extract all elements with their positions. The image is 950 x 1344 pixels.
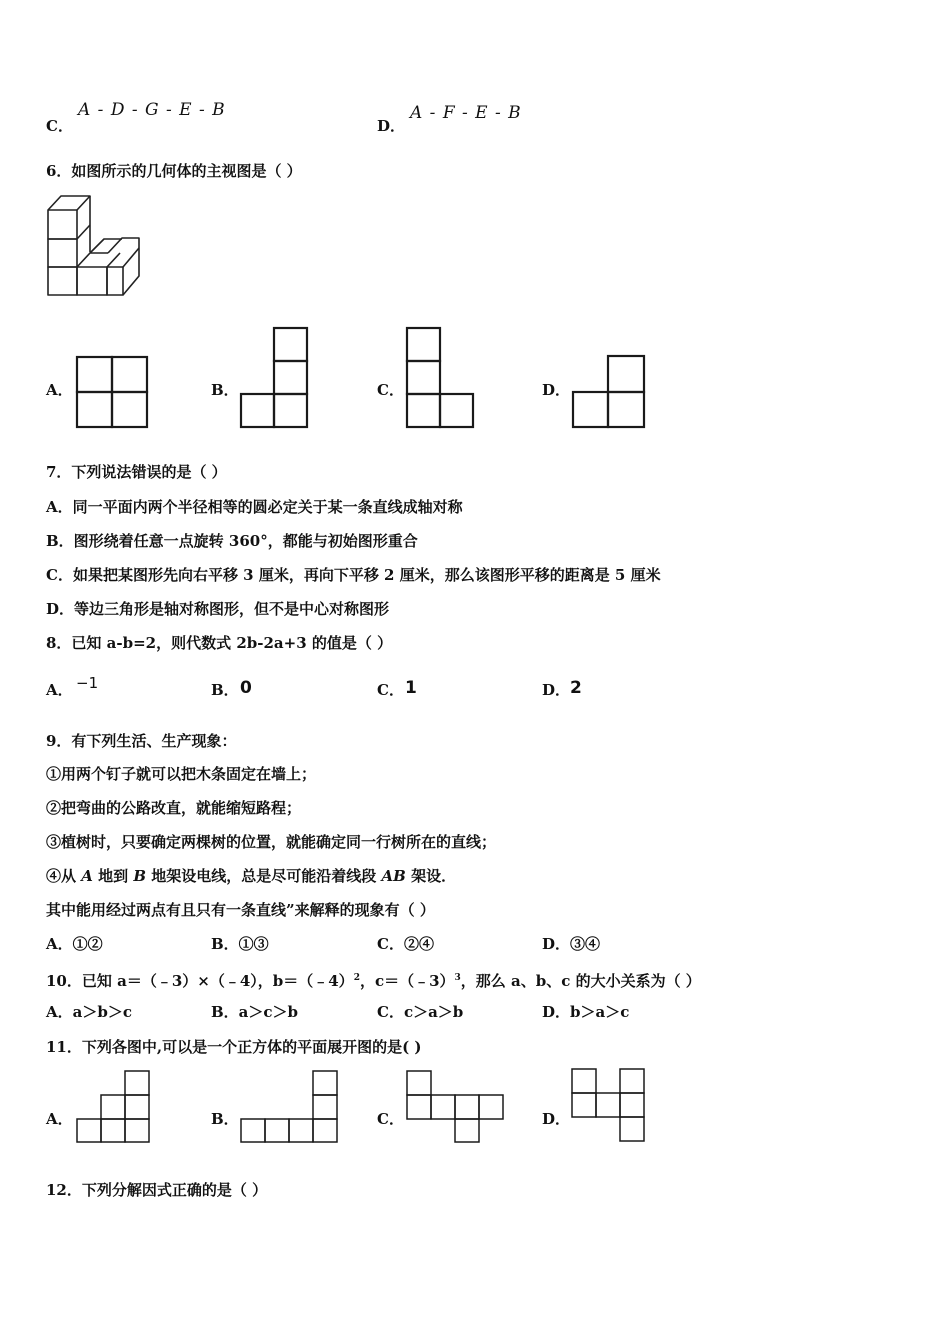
q11-option-c-net [406, 1070, 506, 1144]
q9-item-4-pre: ④从 [46, 867, 77, 885]
q5-option-d-label: D． [377, 117, 406, 135]
q10-stem [46, 968, 701, 991]
q9-item-4-point-a: A [81, 867, 93, 885]
q9-question: 其中能用经过两点有且只有一条直线”来解释的现象有（ ） [46, 901, 435, 919]
q11-option-c-label: C． [377, 1110, 404, 1128]
q8-option-d-value: 2 [570, 678, 582, 698]
q9-item-4-post: 架设． [411, 867, 457, 885]
q9-item-4-segment-ab: AB [381, 867, 406, 885]
q6-solid-figure [46, 192, 142, 298]
q10-exponent-2: 3 [454, 973, 461, 983]
q10-option-a: A．a＞b＞c [46, 1003, 132, 1021]
q7-stem: 7．下列说法错误的是（ ） [46, 463, 227, 481]
q6-option-a-figure [76, 356, 148, 428]
q7-option-b: B．图形绕着任意一点旋转 360°，都能与初始图形重合 [46, 532, 418, 550]
q10-option-d: D．b＞a＞c [542, 1003, 630, 1021]
q11-option-b-label: B． [211, 1110, 239, 1128]
q8-option-c-label: C． [377, 681, 404, 699]
q10-stem-part-2: ，c＝（﹣3） [359, 972, 455, 990]
q9-item-4-point-b: B [133, 867, 147, 885]
q8-option-c-value: 1 [405, 678, 417, 698]
q8-option-a-label: A． [46, 681, 73, 699]
q7-option-d: D．等边三角形是轴对称图形，但不是中心对称图形 [46, 600, 390, 618]
q11-option-a-label: A． [46, 1110, 73, 1128]
q6-option-b-label: B． [211, 381, 239, 399]
q10-exponent-1: 2 [353, 973, 360, 983]
q9-option-b: B．①③ [211, 935, 269, 953]
q9-item-1: ①用两个钉子就可以把木条固定在墙上； [46, 765, 317, 783]
q11-option-a-net [76, 1070, 152, 1144]
q5-option-c-label: C． [46, 117, 73, 135]
q10-stem-part-1: 10．已知 a＝（﹣3）×（﹣4），b＝（﹣4） [46, 972, 354, 990]
q10-option-c: C．c＞a＞b [377, 1003, 464, 1021]
q8-option-b-value: 0 [240, 678, 252, 698]
q11-option-b-net [240, 1070, 340, 1144]
q6-stem: 6．如图所示的几何体的主视图是（ ） [46, 162, 302, 180]
q9-option-d: D．③④ [542, 935, 601, 953]
q9-option-c: C．②④ [377, 935, 434, 953]
q12-stem: 12．下列分解因式正确的是（ ） [46, 1181, 268, 1199]
q6-option-d-figure [572, 355, 646, 429]
q9-stem: 9．有下列生活、生产现象： [46, 732, 237, 750]
q9-item-2: ②把弯曲的公路改直，就能缩短路程； [46, 799, 302, 817]
q8-option-d-label: D． [542, 681, 571, 699]
q8-stem: 8．已知 a-b=2，则代数式 2b-2a+3 的值是（ ） [46, 634, 393, 652]
q8-option-b-label: B． [211, 681, 239, 699]
q6-option-b-figure [240, 327, 310, 429]
q6-option-c-label: C． [377, 381, 404, 399]
q11-option-d-net [571, 1068, 649, 1144]
q8-option-a-value: −1 [76, 674, 99, 692]
q5-option-c-path: A - D - G - E - B [78, 100, 226, 120]
q9-item-4 [46, 866, 456, 886]
q7-option-c: C．如果把某图形先向右平移 3 厘米，再向下平移 2 厘米，那么该图形平移的距离是 5 厘米 [46, 566, 661, 584]
q10-stem-part-3: ，那么 a、b、c 的大小关系为（ ） [460, 972, 701, 990]
q6-option-d-label: D． [542, 381, 571, 399]
q9-option-a: A．①② [46, 935, 103, 953]
q6-option-c-figure [406, 327, 476, 429]
q9-item-3: ③植树时，只要确定两棵树的位置，就能确定同一行树所在的直线； [46, 833, 497, 851]
q7-option-a: A．同一平面内两个半径相等的圆必定关于某一条直线成轴对称 [46, 498, 463, 516]
q9-item-4-mid: 地到 [98, 867, 129, 885]
q6-option-a-label: A． [46, 381, 73, 399]
q10-option-b: B．a＞c＞b [211, 1003, 299, 1021]
q11-stem: 11．下列各图中,可以是一个正方体的平面展开图的是( ) [46, 1038, 422, 1056]
q5-option-d-path: A - F - E - B [410, 103, 522, 123]
q9-item-4-mid2: 地架设电线，总是尽可能沿着线段 [151, 867, 377, 885]
q11-option-d-label: D． [542, 1110, 571, 1128]
